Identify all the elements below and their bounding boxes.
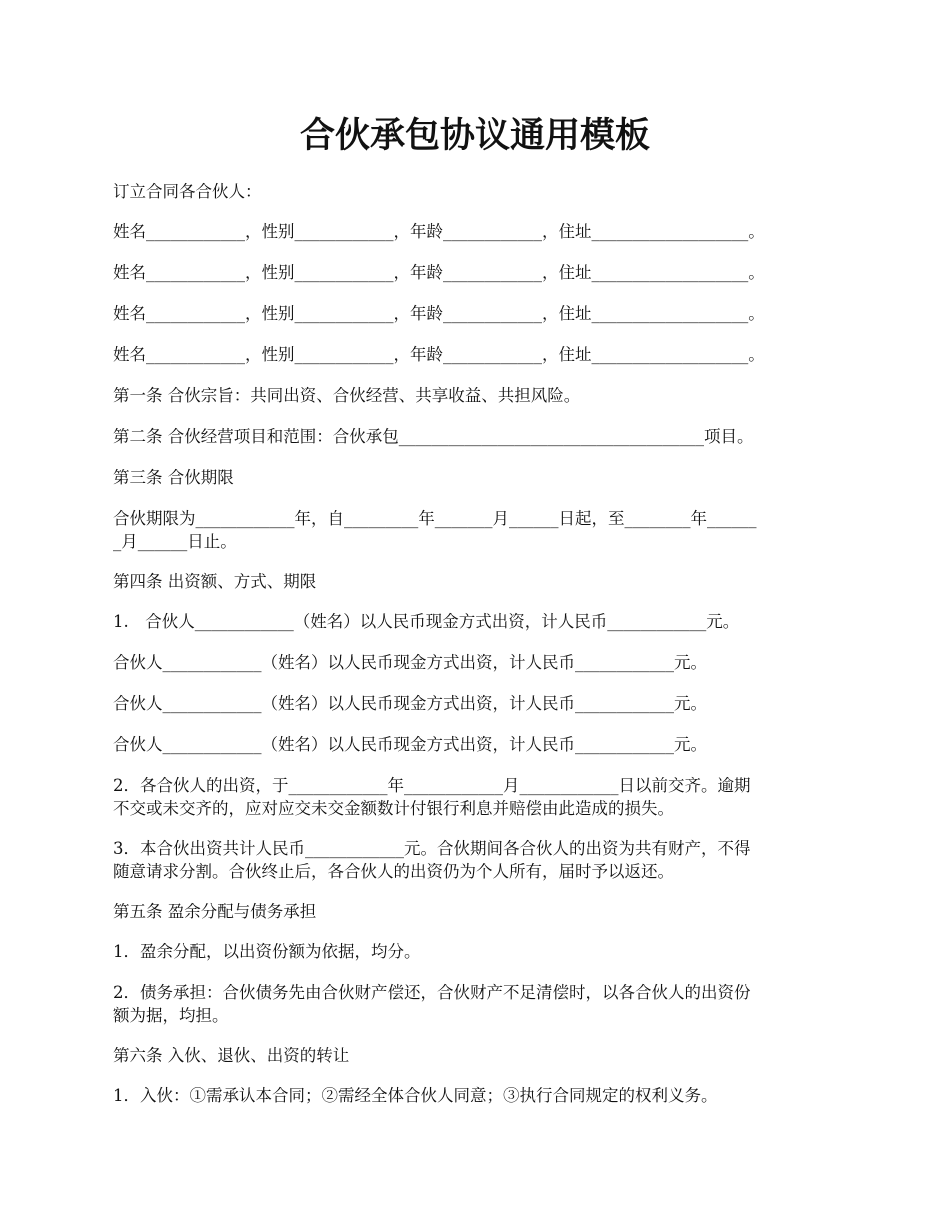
parties-intro: 订立合同各合伙人： [113,182,262,201]
article-3-term-line-2: _月______日止。 [113,532,237,551]
article-6-item-1: 1．入伙：①需承认本合同；②需经全体合伙人同意；③执行合同规定的权利义务。 [113,1086,718,1105]
article-4-item-2-line-2: 不交或未交齐的，应对应交未交金额数计付银行利息并赔偿由此造成的损失。 [113,799,674,818]
article-6-heading: 第六条 入伙、退伙、出资的转让 [113,1046,350,1065]
article-4-partner-line-3: 合伙人____________（姓名）以人民币现金方式出资，计人民币____________元。 [113,694,707,713]
document-title: 合伙承包协议通用模板 [299,116,650,156]
partner-info-line-1: 姓名____________，性别____________，年龄____________，住址___________________。 [113,222,765,241]
article-4-item-1: 1. 合伙人____________（姓名）以人民币现金方式出资，计人民币____________元。 [113,612,740,631]
article-3-heading: 第三条 合伙期限 [113,468,234,487]
article-3-term-line-1: 合伙期限为____________年，自_________年_______月______日起，至________年______ [113,509,757,528]
partner-info-line-3: 姓名____________，性别____________，年龄____________，住址___________________。 [113,304,765,323]
article-4-item-2-line-1: 2．各合伙人的出资，于____________年____________月____________日以前交齐。逾期 [113,776,751,795]
article-5-item-2-line-2: 额为据，均担。 [113,1006,229,1025]
article-4-item-3-line-1: 3．本合伙出资共计人民币____________元。合伙期间各合伙人的出资为共有财产，不得 [113,839,751,858]
article-5-heading: 第五条 盈余分配与债务承担 [113,902,317,921]
article-4-partner-line-2: 合伙人____________（姓名）以人民币现金方式出资，计人民币____________元。 [113,653,707,672]
article-2: 第二条 合伙经营项目和范围：合伙承包_____________________________________项目。 [113,427,754,446]
partner-info-line-2: 姓名____________，性别____________，年龄____________，住址___________________。 [113,263,765,282]
article-4-partner-line-4: 合伙人____________（姓名）以人民币现金方式出资，计人民币____________元。 [113,735,707,754]
article-5-item-2-line-1: 2．债务承担：合伙债务先由合伙财产偿还，合伙财产不足清偿时，以各合伙人的出资份 [113,983,751,1002]
article-4-heading: 第四条 出资额、方式、期限 [113,572,317,591]
article-4-item-3-line-2: 随意请求分割。合伙终止后，各合伙人的出资仍为个人所有，届时予以返还。 [113,862,674,881]
article-1: 第一条 合伙宗旨：共同出资、合伙经营、共享收益、共担风险。 [113,386,581,405]
article-5-item-1: 1．盈余分配，以出资份额为依据，均分。 [113,942,421,961]
partner-info-line-4: 姓名____________，性别____________，年龄____________，住址___________________。 [113,345,765,364]
